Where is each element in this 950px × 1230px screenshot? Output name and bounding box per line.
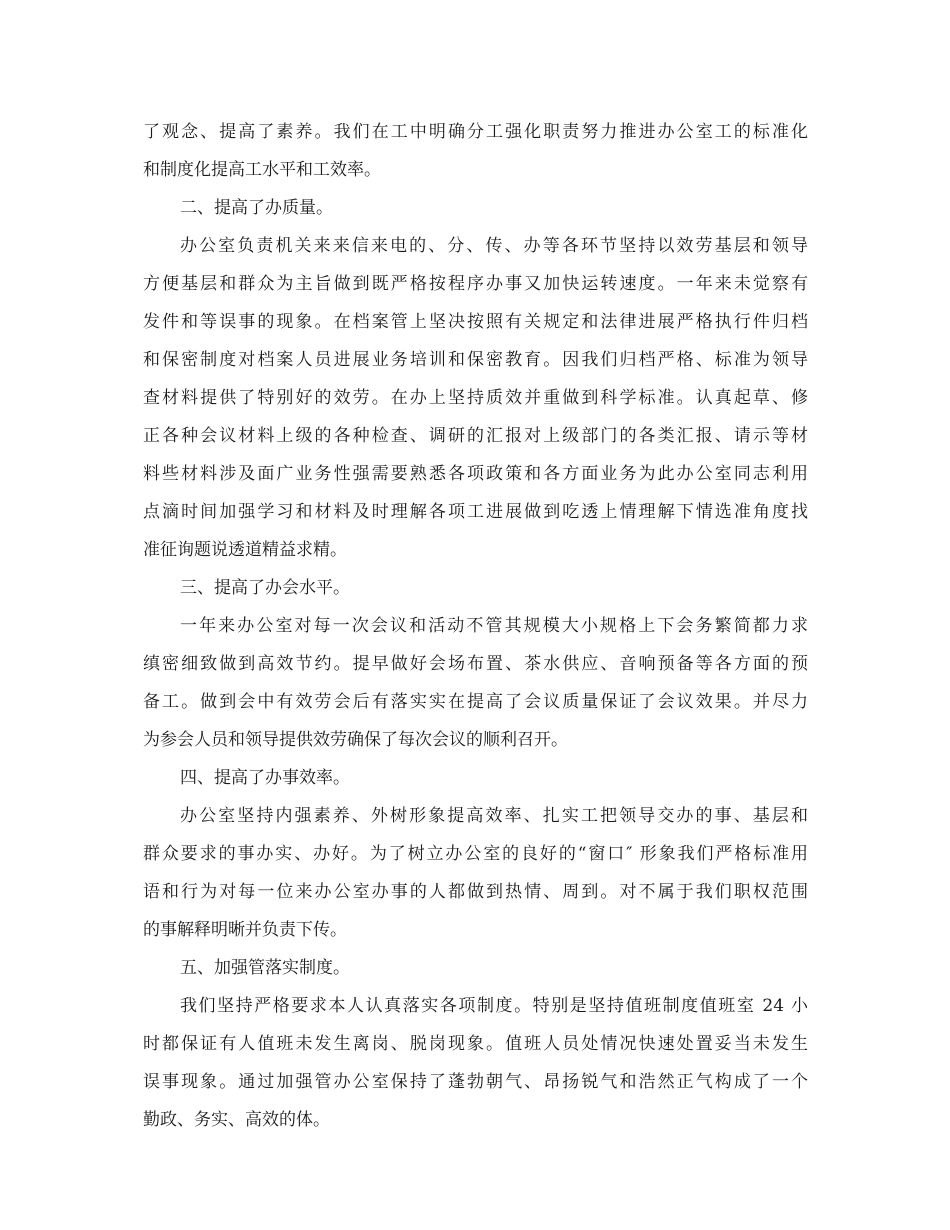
text-line: 为参会人员和领导提供效劳确保了每次会议的顺利召开。 [143,730,568,750]
text-line: 正各种会议材料上级的各种检查、调研的汇报对上级部门的各类汇报、请示等材 [143,426,808,446]
text-line: 误事现象。通过加强管办公室保持了蓬勃朝气、昂扬锐气和浩然正气构成了一个 [143,1072,808,1092]
text-line: 群众要求的事办实、办好。为了树立办公室的良好的“窗口″ 形象我们严格标准用 [143,844,808,864]
section-heading: 四、提高了办事效率。 [180,768,350,788]
text-line: 方便基层和群众为主旨做到既严格按程序办事又加快运转速度。一年来未觉察有 [143,274,808,294]
text-line: 的事解释明晰并负责下传。 [143,920,347,940]
text-line: 语和行为对每一位来办公室办事的人都做到热情、周到。对不属于我们职权范围 [143,882,808,902]
section-heading: 三、提高了办会水平。 [180,578,350,598]
section-heading: 五、加强管落实制度。 [180,958,350,978]
text-line: 办公室负责机关来来信来电的、分、传、办等各环节坚持以效劳基层和领导 [180,236,808,256]
text-line: 发件和等误事的现象。在档案管上坚决按照有关规定和法律进展严格执行件归档 [143,312,808,332]
text-line: 时都保证有人值班未发生离岗、脱岗现象。值班人员处情况快速处置妥当未发生 [143,1034,808,1054]
section-heading: 二、提高了办质量。 [180,198,333,218]
text-line: 一年来办公室对每一次会议和活动不管其规模大小规格上下会务繁简都力求 [180,616,808,636]
text-line: 缜密细致做到高效节约。提早做好会场布置、茶水供应、音响预备等各方面的预 [143,654,808,674]
document-page [143,113,808,1139]
text-line: 和保密制度对档案人员进展业务培训和保密教育。因我们归档严格、标准为领导 [143,350,808,370]
text-line: 料些材料涉及面广业务性强需要熟悉各项政策和各方面业务为此办公室同志利用 [143,464,808,484]
text-line: 准征询题说透道精益求精。 [143,540,347,560]
text-line: 点滴时间加强学习和材料及时理解各项工进展做到吃透上情理解下情选准角度找 [143,502,808,522]
text-line: 查材料提供了特别好的效劳。在办上坚持质效并重做到科学标准。认真起草、修 [143,388,808,408]
text-line: 我们坚持严格要求本人认真落实各项制度。特别是坚持值班制度值班室 24 小 [180,996,808,1016]
text-line: 勤政、务实、高效的体。 [143,1110,330,1130]
text-line: 备工。做到会中有效劳会后有落实实在提高了会议质量保证了会议效果。并尽力 [143,692,808,712]
text-line: 办公室坚持内强素养、外树形象提高效率、扎实工把领导交办的事、基层和 [180,806,808,826]
text-line: 了观念、提高了素养。我们在工中明确分工强化职责努力推进办公室工的标准化 [143,122,808,142]
text-line: 和制度化提高工水平和工效率。 [143,160,381,180]
